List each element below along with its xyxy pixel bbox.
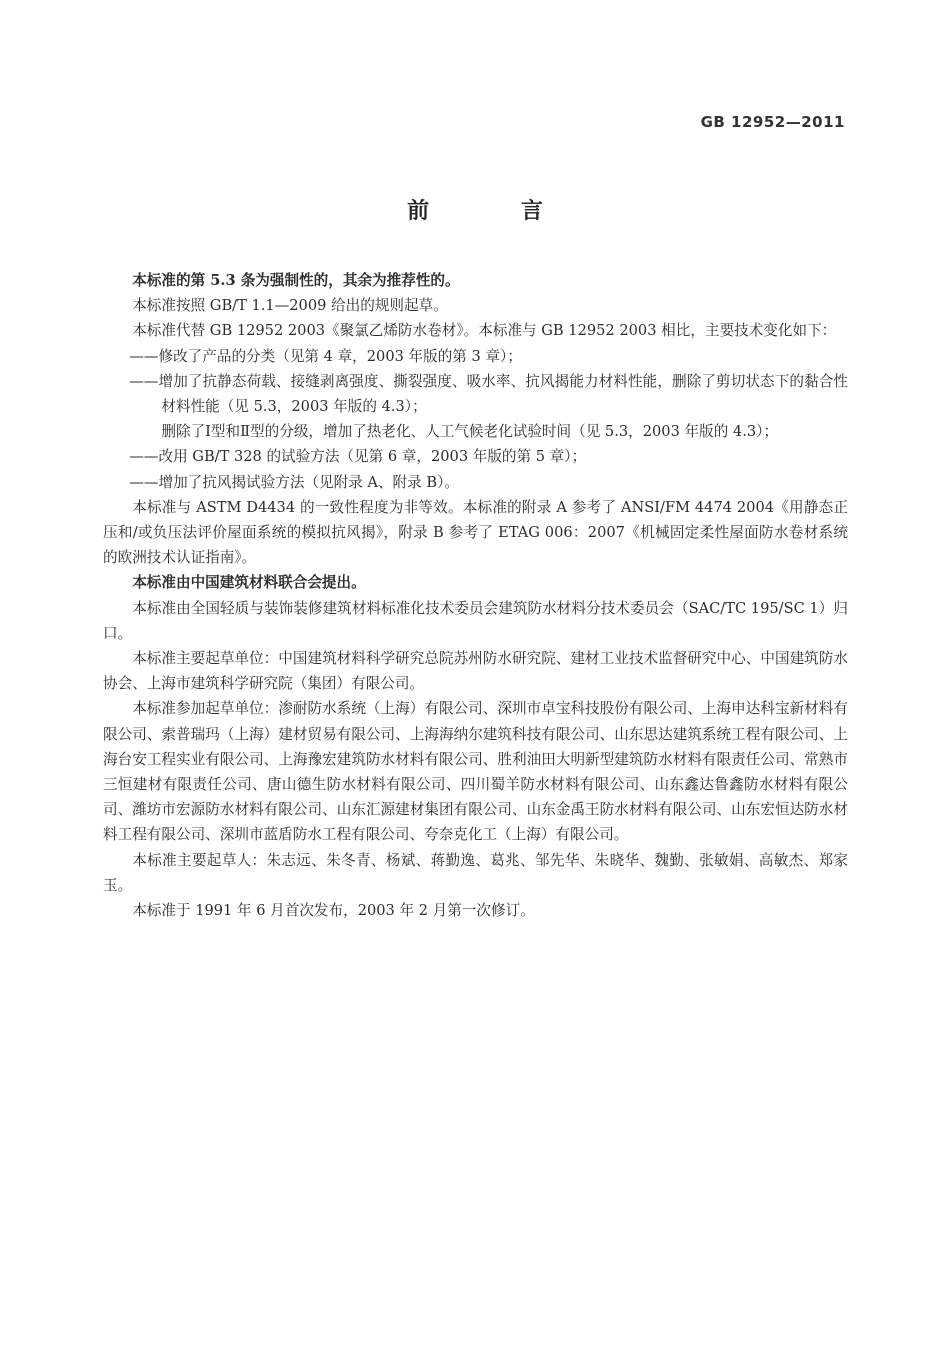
paragraph-centralized-by: 本标准由全国轻质与装饰装修建筑材料标准化技术委员会建筑防水材料分技术委员会（SAC/TC 195/SC 1）归口。 bbox=[103, 599, 848, 642]
change-item-test-method: ——改用 GB/T 328 的试验方法（见第 6 章，2003 年版的第 5 章）； bbox=[129, 448, 587, 466]
change-item-properties: ——增加了抗静态荷载、接缝剥离强度、撕裂强度、吸水率、抗风揭能力材料性能，删除了剪切状态下的黏合性材料性能（见 5.3，2003 年版的 4.3）； bbox=[129, 372, 848, 416]
paragraph-history: 本标准于 1991 年 6 月首次发布，2003 年 2 月第一次修订。 bbox=[132, 902, 535, 920]
paragraph-consistency: 本标准与 ASTM D4434 的一致性程度为非等效。本标准的附录 A 参考了 ANSI/FM 4474 2004《用静态正压和/或负压法评价屋面系统的模拟抗风揭》，附录 B 参考了 ETAG 006：2007《机械固定柔性屋面防水卷材系统的欧洲技术认证指南》。 bbox=[103, 498, 848, 567]
paragraph-replacement: 本标准代替 GB 12952 2003《聚氯乙烯防水卷材》。本标准与 GB 12952 2003 相比，主要技术变化如下： bbox=[132, 322, 837, 340]
foreword-body bbox=[103, 268, 848, 923]
paragraph-participating-units: 本标准参加起草单位：渗耐防水系统（上海）有限公司、深圳市卓宝科技股份有限公司、上海申达科宝新材料有限公司、索普瑞玛（上海）建材贸易有限公司、上海海纳尔建筑科技有限公司、山东思达建筑系统工程有限公司、上海台安工程实业有限公司、上海豫宏建筑防水材料有限公司、胜利油田大明新型建筑防水材料有限责任公司、常熟市三恒建材有限责任公司、唐山德生防水材料有限公司、四川蜀羊防水材料有限公司、山东鑫达鲁鑫防水材料有限公司、潍坊市宏源防水材料有限公司、山东汇源建材集团有限公司、山东金禹王防水材料有限公司、山东宏恒达防水材料工程有限公司、深圳市蓝盾防水工程有限公司、夸奈克化工（上海）有限公司。 bbox=[103, 700, 848, 844]
paragraph-main-drafters-units: 本标准主要起草单位：中国建筑材料科学研究总院苏州防水研究院、建材工业技术监督研究中心、中国建筑防水协会、上海市建筑科学研究院（集团）有限公司。 bbox=[103, 650, 848, 693]
paragraph-main-drafters: 本标准主要起草人：朱志远、朱冬青、杨斌、蒋勤逸、葛兆、邹先华、朱晓华、魏勤、张敏娟、高敏杰、郑家玉。 bbox=[103, 851, 848, 894]
change-item-classification: ——修改了产品的分类（见第 4 章，2003 年版的第 3 章）； bbox=[129, 347, 522, 365]
change-item-grading: 删除了Ⅰ型和Ⅱ型的分级，增加了热老化、人工气候老化试验时间（见 5.3，2003 年版的 4.3）； bbox=[161, 423, 779, 441]
change-item-wind-uplift: ——增加了抗风揭试验方法（见附录 A、附录 B）。 bbox=[129, 473, 459, 491]
paragraph-proposed-by: 本标准由中国建筑材料联合会提出。 bbox=[132, 574, 366, 592]
page-title: 前 言 bbox=[407, 199, 585, 224]
standard-code: GB 12952—2011 bbox=[700, 113, 845, 131]
paragraph-mandatory-clause: 本标准的第 5.3 条为强制性的，其余为推荐性的。 bbox=[132, 272, 460, 289]
paragraph-drafting-rules: 本标准按照 GB/T 1.1—2009 给出的规则起草。 bbox=[132, 297, 448, 315]
